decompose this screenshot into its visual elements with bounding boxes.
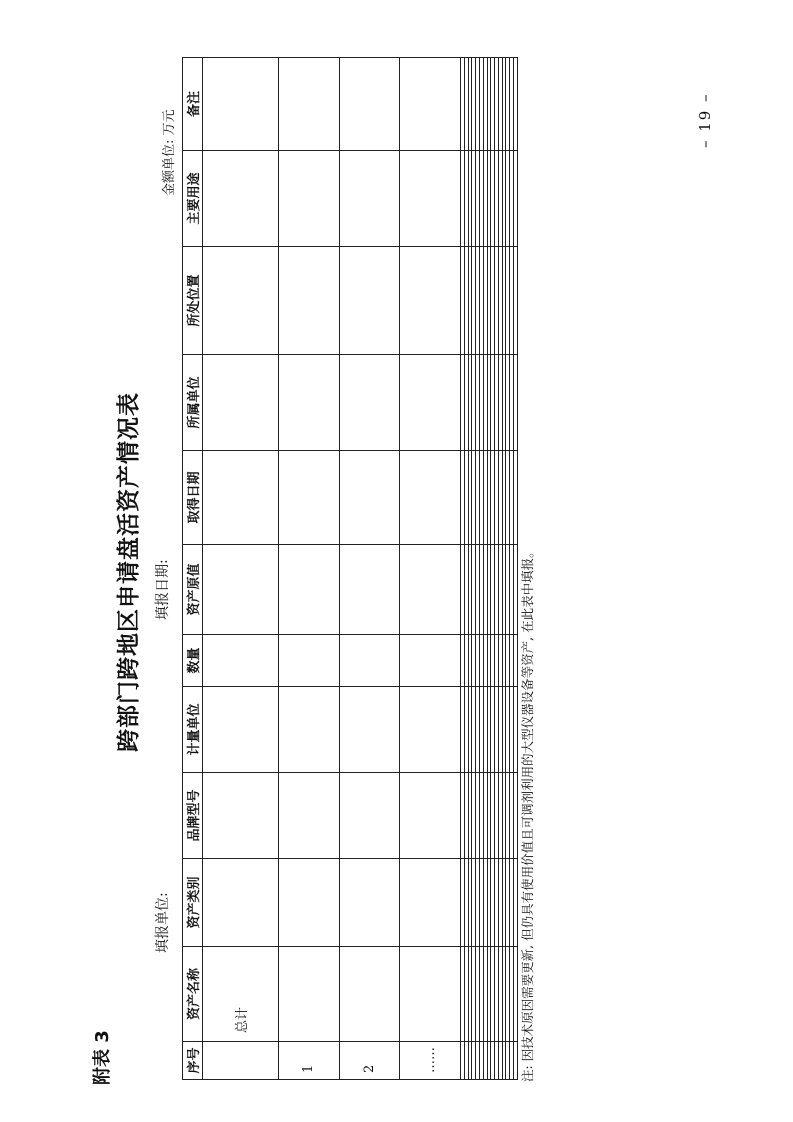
table-cell[interactable] xyxy=(513,58,517,151)
table-cell[interactable] xyxy=(400,451,461,545)
table-cell[interactable] xyxy=(400,773,461,859)
table-cell[interactable] xyxy=(339,773,400,859)
table-cell[interactable] xyxy=(203,635,279,687)
table-cell[interactable] xyxy=(339,859,400,947)
table-cell[interactable] xyxy=(400,247,461,355)
fill-unit-label: 填报单位: xyxy=(155,892,171,953)
column-header: 取得日期 xyxy=(183,451,203,545)
table-cell[interactable] xyxy=(339,247,400,355)
asset-table-wrapper xyxy=(182,58,518,1080)
fill-date-label: 填报日期: xyxy=(155,559,171,620)
table-cell[interactable] xyxy=(339,58,400,151)
table-header-row xyxy=(183,58,203,1080)
column-header: 品牌型号 xyxy=(183,773,203,859)
page-number: – 19 – xyxy=(696,92,714,148)
page-title: 跨部门跨地区申请盘活资产情况表 xyxy=(115,392,142,752)
table-cell[interactable] xyxy=(278,151,339,247)
table-note: 注: 因技术原因需要更新, 但仍具有使用价值且可调剂利用的大型仪器设备等资产, 在此表中填报。 xyxy=(520,545,535,1082)
table-cell[interactable] xyxy=(400,859,461,947)
table-cell[interactable]: …… xyxy=(400,1042,461,1080)
column-header: 资产原值 xyxy=(183,545,203,635)
table-cell[interactable] xyxy=(400,947,461,1042)
table-cell[interactable] xyxy=(278,947,339,1042)
table-cell[interactable] xyxy=(278,451,339,545)
table-cell[interactable]: 总计 xyxy=(203,947,279,1042)
table-cell[interactable] xyxy=(339,545,400,635)
table-cell[interactable] xyxy=(278,773,339,859)
table-row xyxy=(278,58,339,1080)
table-cell[interactable] xyxy=(203,355,279,451)
table-cell[interactable] xyxy=(278,635,339,687)
amount-unit-label: 金额单位: 万元 xyxy=(162,109,177,196)
column-header: 资产类别 xyxy=(183,859,203,947)
table-cell[interactable] xyxy=(339,687,400,773)
table-cell[interactable] xyxy=(203,451,279,545)
table-cell[interactable] xyxy=(513,635,517,687)
table-cell[interactable] xyxy=(513,859,517,947)
table-cell[interactable] xyxy=(513,947,517,1042)
column-header: 序号 xyxy=(183,1042,203,1080)
table-cell[interactable] xyxy=(203,151,279,247)
table-cell[interactable] xyxy=(513,247,517,355)
table-cell[interactable]: 2 xyxy=(339,1042,400,1080)
column-header: 主要用途 xyxy=(183,151,203,247)
table-cell[interactable] xyxy=(203,247,279,355)
column-header: 备注 xyxy=(183,58,203,151)
asset-table xyxy=(182,57,518,1080)
table-cell[interactable] xyxy=(400,635,461,687)
table-cell[interactable] xyxy=(400,545,461,635)
table-cell[interactable] xyxy=(339,355,400,451)
table-cell[interactable] xyxy=(400,687,461,773)
table-cell[interactable] xyxy=(203,545,279,635)
table-cell[interactable] xyxy=(278,859,339,947)
table-cell[interactable] xyxy=(513,545,517,635)
table-cell[interactable] xyxy=(513,451,517,545)
table-cell[interactable] xyxy=(513,1042,517,1080)
table-row xyxy=(339,58,400,1080)
column-header: 资产名称 xyxy=(183,947,203,1042)
table-cell[interactable] xyxy=(203,859,279,947)
table-cell[interactable] xyxy=(278,247,339,355)
table-cell[interactable] xyxy=(278,687,339,773)
table-cell[interactable] xyxy=(513,773,517,859)
column-header: 所属单位 xyxy=(183,355,203,451)
table-row xyxy=(513,58,517,1080)
table-cell[interactable] xyxy=(339,151,400,247)
table-cell[interactable] xyxy=(339,635,400,687)
table-cell[interactable]: 1 xyxy=(278,1042,339,1080)
table-row xyxy=(400,58,461,1080)
table-cell[interactable] xyxy=(278,545,339,635)
column-header: 所处位置 xyxy=(183,247,203,355)
column-header: 计量单位 xyxy=(183,687,203,773)
table-row xyxy=(203,58,279,1080)
table-cell[interactable] xyxy=(513,355,517,451)
table-cell[interactable] xyxy=(203,773,279,859)
table-cell[interactable] xyxy=(400,58,461,151)
table-cell[interactable] xyxy=(400,355,461,451)
table-cell[interactable] xyxy=(203,687,279,773)
table-cell[interactable] xyxy=(400,151,461,247)
table-cell[interactable] xyxy=(513,151,517,247)
table-cell[interactable] xyxy=(203,1042,279,1080)
table-cell[interactable] xyxy=(278,355,339,451)
table-cell[interactable] xyxy=(513,687,517,773)
column-header: 数量 xyxy=(183,635,203,687)
table-cell[interactable] xyxy=(203,58,279,151)
appendix-label: 附表 3 xyxy=(92,1030,113,1085)
table-cell[interactable] xyxy=(339,947,400,1042)
table-cell[interactable] xyxy=(278,58,339,151)
table-cell[interactable] xyxy=(339,451,400,545)
